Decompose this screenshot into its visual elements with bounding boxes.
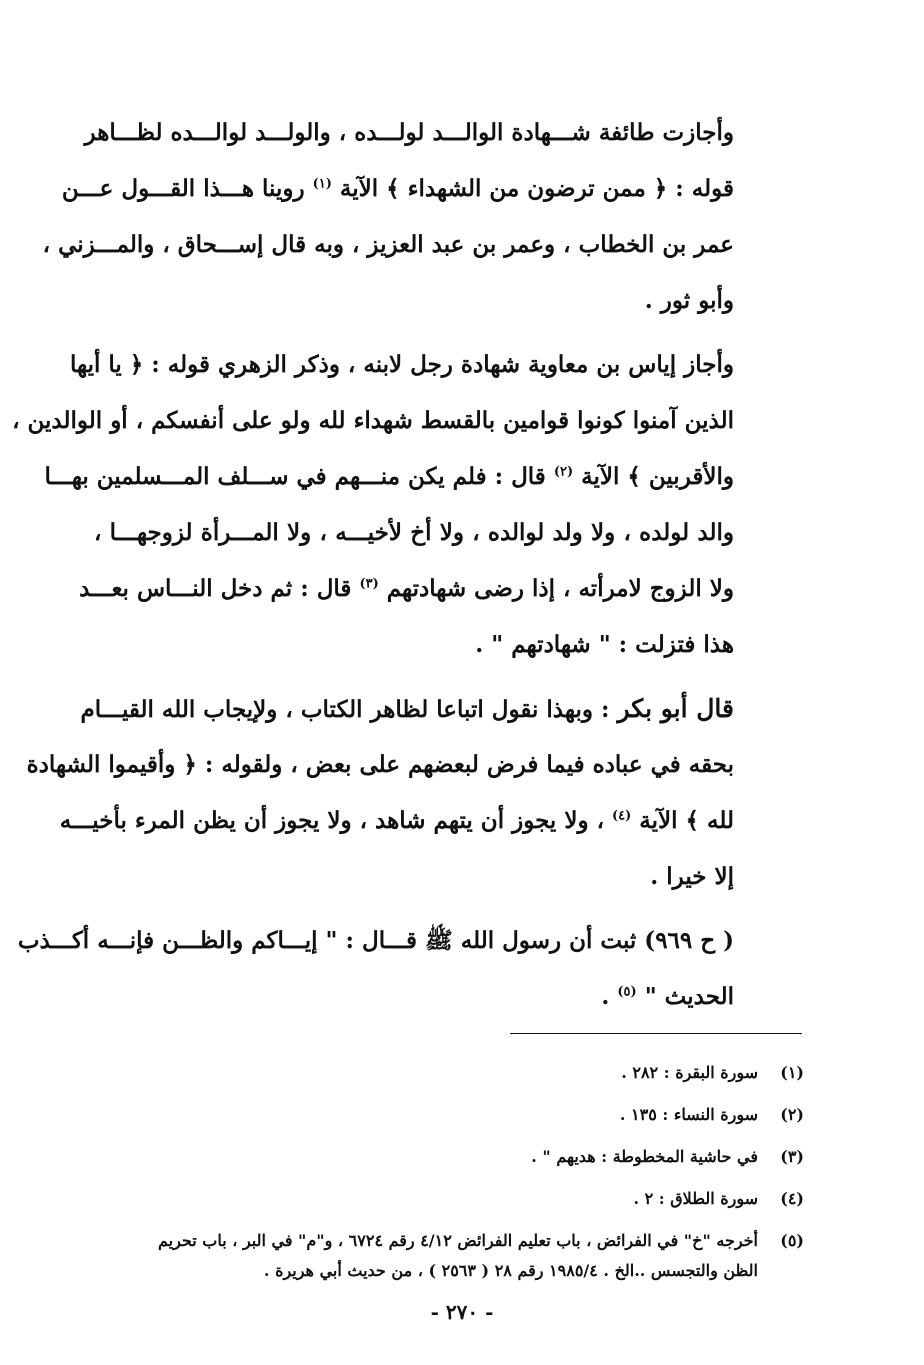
line-text: لله ﴾ الآية xyxy=(631,807,734,834)
paragraph-gap xyxy=(94,329,734,337)
text-line xyxy=(26,737,734,793)
text-line xyxy=(94,505,734,561)
footnotes xyxy=(114,1052,804,1286)
footnote xyxy=(114,1178,804,1220)
footnote-number: (٤) xyxy=(780,1189,804,1208)
text-line xyxy=(94,969,734,1025)
text-line xyxy=(42,217,734,273)
footnote xyxy=(114,1052,804,1094)
paragraph-gap xyxy=(94,673,734,681)
line-text: عمر بن الخطاب ، وعمر بن عبد العزيز ، وبه قال إســـحاق ، والمـــزني ، xyxy=(42,231,734,258)
line-text: الحديث " xyxy=(636,983,734,1010)
line-text: : وبهذا نقول اتباعا لظاهر الكتاب ، ولإيجاب الله القيـــام xyxy=(80,696,618,723)
line-text-after: قال : ثم دخل النـــاس بعـــد xyxy=(79,575,360,602)
line-text: وأبو ثور . xyxy=(644,287,734,314)
footnote-continuation: الظن والتجسس ..الخ . ١٩٨٥/٤ رقم ٢٨ ( ٢٥٦٣ ) ، من حديث أبي هريرة . xyxy=(263,1261,758,1280)
text-line xyxy=(94,273,734,329)
text-line xyxy=(59,793,734,849)
text-line xyxy=(79,561,734,617)
footnote-separator xyxy=(510,1033,802,1034)
line-text: الذين آمنوا كونوا قوامين بالقسط شهداء لله ولو على أنفسكم ، أو الوالدين ، xyxy=(12,407,734,434)
footnote-number: (٢) xyxy=(780,1105,804,1124)
footnote-text: في حاشية المخطوطة : هديهم " . xyxy=(531,1147,758,1166)
line-text: بحقه في عباده فيما فرض لبعضهم على بعض ، ولقوله : ﴿ وأقيموا الشهادة xyxy=(26,751,734,778)
footnote-text: أخرجه "خ" في الفرائض ، باب تعليم الفرائض ٤/١٢ رقم ٦٧٢٤ ، و"م" في البر ، باب تحريم xyxy=(157,1231,758,1250)
line-text: وأجاز إياس بن معاوية شهادة رجل لابنه ، وذكر الزهري قوله : ﴿ يا أيها xyxy=(69,351,734,378)
line-text: ( ح ٩٦٩) ثبت أن رسول الله ﷺ قـــال : " إيـــاكم والظـــن فإنـــه أكـــذب xyxy=(17,927,734,954)
text-line xyxy=(84,105,734,161)
footnote-marker: (٢) xyxy=(553,464,574,480)
line-text: قوله : ﴿ ممن ترضون من الشهداء ﴾ الآية xyxy=(331,175,734,202)
footnote-text: سورة الطلاق : ٢ . xyxy=(633,1189,758,1208)
line-text-after: . xyxy=(601,983,618,1010)
text-line xyxy=(61,161,734,217)
line-text: ولا الزوج لامرأته ، إذا رضى شهادتهم xyxy=(378,575,734,602)
footnote-marker: (٥) xyxy=(617,984,637,1000)
page-number: - ٢٧٠ - xyxy=(430,1300,494,1324)
line-text: والد لولده ، ولا ولد لوالده ، ولا أخ لأخيـــه ، ولا المـــرأة لزوجهـــا ، xyxy=(94,519,734,546)
text-line xyxy=(80,681,734,737)
paragraph-gap xyxy=(94,905,734,913)
footnote-number: (١) xyxy=(780,1063,804,1082)
footnote-number: (٥) xyxy=(780,1231,804,1250)
line-text: إلا خيرا . xyxy=(650,863,734,890)
text-line xyxy=(94,849,734,905)
speaker-lead: قال أبو بكر xyxy=(617,694,734,723)
text-line xyxy=(44,449,734,505)
text-line xyxy=(17,913,734,969)
line-text: هذا فتزلت : " شهادتهم " . xyxy=(475,631,734,658)
footnote xyxy=(114,1136,804,1178)
footnote-marker: (٤) xyxy=(612,808,632,824)
line-text: والأقربين ﴾ الآية xyxy=(573,463,734,490)
line-text-after: روينا هـــذا القـــول عـــن xyxy=(61,175,313,202)
footnote-marker: (٣) xyxy=(359,576,379,592)
line-text: وأجازت طائفة شـــهادة الوالـــد لولـــده ، والولـــد لوالـــده لظـــاهر xyxy=(84,119,734,146)
text-line xyxy=(12,393,734,449)
footnote-text: سورة النساء : ١٣٥ . xyxy=(619,1105,758,1124)
footnote-marker: (١) xyxy=(312,176,332,192)
text-line xyxy=(94,617,734,673)
footnote-text: سورة البقرة : ٢٨٢ . xyxy=(621,1063,758,1082)
line-text-after: قال : فلم يكن منـــهم في ســـلف المـــسلمين بهـــا xyxy=(44,463,554,490)
footnote-number: (٣) xyxy=(780,1147,804,1166)
text-line xyxy=(69,337,734,393)
line-text-after: ، ولا يجوز أن يتهم شاهد ، ولا يجوز أن يظن المرء بأخيـــه xyxy=(59,807,612,834)
footnote xyxy=(114,1094,804,1136)
main-text xyxy=(12,105,734,1025)
